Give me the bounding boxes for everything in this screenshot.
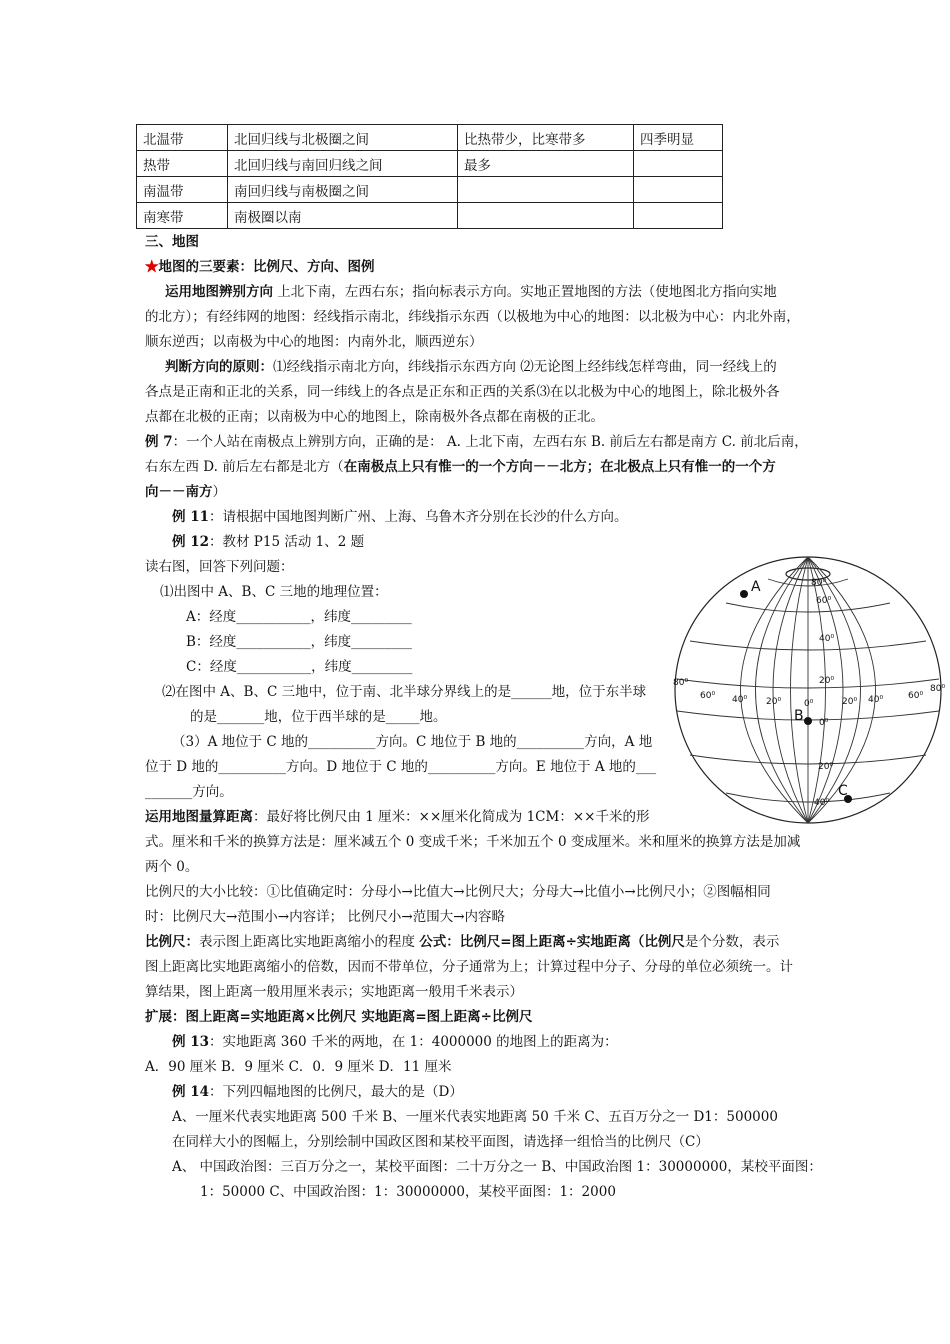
direction-line-3: 顺东逆西；以南极为中心的地图：内南外北，顺西逆东） <box>145 334 483 350</box>
example7-line-3 <box>145 480 226 505</box>
question-2-line-1: ⑵在图中 A、B、C 三地中，位于南、北半球分界线上的是______地，位于东半球 <box>162 684 647 700</box>
direction-text: 上北下南，左西右东；指向标表示方向。实地正置地图的方法（使地图北方指向实地 <box>277 284 777 300</box>
question-1: ⑴出图中 A、B、C 三地的地理位置： <box>160 584 388 600</box>
question-1a: A：经度___________，纬度_________ <box>186 609 412 625</box>
principle-line-3: 点都在北极的正南；以南极为中心的地图上，除南极外各点都在南极的正北。 <box>145 409 604 425</box>
compare-line-1: 比例尺的大小比较：①比值确定时：分母小→比值大→比例尺大；分母大→比值小→比例尺小；②图幅相同 <box>145 884 771 900</box>
example14-label: 例 14 <box>172 1084 209 1100</box>
example13-label: 例 13 <box>172 1034 209 1050</box>
example14 <box>172 1080 463 1105</box>
scale-line-2: 图上距离比实地距离缩小的倍数，因而不带单位，分子通常为上；计算过程中分子、分母的单位必须统一。计 <box>145 959 793 975</box>
distance-line-3: 两个 0。 <box>145 859 199 875</box>
scale-text: 表示图上距离比实地距离缩小的程度 <box>199 934 420 950</box>
three-elements-line <box>145 255 375 280</box>
example13 <box>172 1030 618 1055</box>
distance-line-2: 式。厘米和千米的换算方法是：厘米减五个 0 变成千米；千米加五个 0 变成厘米。米和厘米的换算方法是加减 <box>145 834 801 850</box>
example13-text: ：实地距离 360 千米的两地，在 1：4000000 的地图上的距离为： <box>209 1034 618 1050</box>
example14-question-2: 在同样大小的图幅上，分别绘制中国政区图和某校平面图，请选择一组恰当的比例尺（C） <box>172 1134 709 1150</box>
table-row <box>137 177 723 203</box>
star-icon: ★ <box>145 259 159 275</box>
example7-answer: 在南极点上只有惟一的一个方向－－北方；在北极点上只有惟一的一个方 <box>343 459 776 475</box>
example12 <box>172 530 364 555</box>
table-cell <box>458 203 634 229</box>
meridians <box>741 557 876 823</box>
table-cell: 南极圈以南 <box>228 203 458 229</box>
direction-line-1 <box>165 280 777 305</box>
example12-label: 例 12 <box>172 534 209 550</box>
table-row <box>137 125 723 151</box>
scale-text: 是个分数，表示 <box>684 934 780 950</box>
example7-answer: 向－－南方 <box>145 484 213 500</box>
lat-label-60n: 60⁰ <box>816 596 832 606</box>
lat-label-80n: 80⁰ <box>811 578 827 588</box>
point-c-label: C <box>838 783 848 799</box>
distance-line-1 <box>145 805 649 830</box>
example7-label: 例 7 <box>145 434 173 450</box>
point-a-marker <box>740 590 748 598</box>
example14-question-2-line-1: A、 中国政治图：三百万分之一，某校平面图：二十万分之一 B、中国政治图 1：30000000，某校平面图： <box>172 1159 822 1175</box>
example11-label: 例 11 <box>172 509 209 525</box>
lat-label-20n: 20⁰ <box>819 676 835 686</box>
lon-label-60e: 60⁰ <box>908 691 924 701</box>
scale-line-3: 算结果，图上距离一般用厘米表示；实地距离一般用千米表示） <box>145 984 523 1000</box>
lon-label-40w: 40⁰ <box>732 695 748 705</box>
climate-zone-table <box>136 124 723 229</box>
lon-label-80e: 80⁰ <box>930 684 946 694</box>
globe-graticule <box>668 555 948 825</box>
example7-line-1 <box>145 430 808 455</box>
principle-line-2: 各点是正南和正北的关系，同一纬线上的各点是正东和正西的关系⑶在以北极为中心的地图上，除北极外各 <box>145 384 780 400</box>
question-1c: C：经度___________，纬度_________ <box>186 659 413 675</box>
extension-line: 扩展：图上距离=实地距离×比例尺 实地距离=图上距离÷比例尺 <box>145 1009 533 1025</box>
scale-formula: 公式：比例尺=图上距离÷实地距离（比例尺 <box>419 934 685 950</box>
question-1b: B：经度___________，纬度_________ <box>186 634 412 650</box>
lon-label-20e: 20⁰ <box>842 697 858 707</box>
lat-label-40s: 40⁰ <box>814 798 830 808</box>
table-row <box>137 151 723 177</box>
lat-label-20s: 20⁰ <box>818 762 834 772</box>
table-cell: 比热带少，比寒带多 <box>458 125 634 151</box>
point-b-marker <box>804 717 812 725</box>
example12-text: ：教材 P15 活动 1、2 题 <box>209 534 365 550</box>
example11 <box>172 505 628 530</box>
example7-line-2 <box>145 455 776 480</box>
table-cell <box>634 151 723 177</box>
example7-text: 右东左西 D. 前后左右都是北方（ <box>145 459 344 475</box>
table-cell: 北回归线与南回归线之间 <box>228 151 458 177</box>
table-row <box>137 203 723 229</box>
question-3-line-2: 位于 D 地的__________方向。D 地位于 C 地的__________方向。E 地位于 A 地的___ <box>145 759 657 775</box>
distance-text: ：最好将比例尺由 1 厘米：××厘米化简成为 1CM：××千米的形 <box>253 809 650 825</box>
compare-line-2: 时：比例尺大→范围小→内容详； 比例尺小→范围大→内容略 <box>145 909 506 925</box>
table-cell: 北温带 <box>137 125 228 151</box>
question-3-line-3: _______方向。 <box>145 784 233 800</box>
questions-intro: 读右图，回答下列问题： <box>145 559 294 575</box>
question-3-line-1: （3）A 地位于 C 地的__________方向。C 地位于 B 地的__________方向，A 地 <box>172 734 653 750</box>
principle-line-1 <box>165 355 777 380</box>
lon-label-60w: 60⁰ <box>700 691 716 701</box>
example13-options: A．90 厘米 B．9 厘米 C．0．9 厘米 D．11 厘米 <box>145 1059 452 1075</box>
example14-text: ：下列四幅地图的比例尺，最大的是（D） <box>209 1084 463 1100</box>
lon-label-40e: 40⁰ <box>868 695 884 705</box>
table-cell: 南温带 <box>137 177 228 203</box>
scale-heading: 比例尺： <box>145 934 199 950</box>
three-elements-text: 地图的三要素：比例尺、方向、图例 <box>158 259 375 275</box>
table-cell <box>634 203 723 229</box>
scale-line-1 <box>145 930 779 955</box>
question-2-line-2: 的是_______地，位于西半球的是_____地。 <box>190 709 447 725</box>
direction-line-2: 的北方）；有经纬网的地图：经线指示南北，纬线指示东西（以极地为中心的地图：以北极为中心：内北外南， <box>145 309 800 325</box>
example7-text: ：一个人站在南极点上辨别方向，正确的是： A. 上北下南，左西右东 B. 前后左右都是南方 C. 前北后南， <box>172 434 808 450</box>
table-cell: 北回归线与北极圈之间 <box>228 125 458 151</box>
example14-question-2-line-2: 1：50000 C、中国政治图：1：30000000，某校平面图：1：2000 <box>200 1184 616 1200</box>
lat-label-0: 0⁰ <box>819 718 829 728</box>
section-title: 三、地图 <box>145 234 199 250</box>
principle-heading: 判断方向的原则： <box>165 359 273 375</box>
table-cell: 热带 <box>137 151 228 177</box>
table-cell: 南寒带 <box>137 203 228 229</box>
lon-label-20w: 20⁰ <box>766 697 782 707</box>
table-cell: 最多 <box>458 151 634 177</box>
example11-text: ：请根据中国地图判断广州、上海、乌鲁木齐分别在长沙的什么方向。 <box>209 509 628 525</box>
point-b-label: B <box>794 708 804 724</box>
lon-label-80w: 80⁰ <box>673 678 689 688</box>
distance-heading: 运用地图量算距离 <box>145 809 253 825</box>
example14-options: A、一厘米代表实地距离 500 千米 B、一厘米代表实地距离 50 千米 C、五百万分之一 D1：500000 <box>172 1109 778 1125</box>
table-cell <box>458 177 634 203</box>
direction-heading: 运用地图辨别方向 <box>165 284 273 300</box>
point-a-label: A <box>751 579 761 595</box>
lon-label-0: 0⁰ <box>804 699 814 709</box>
example7-text: ） <box>212 484 226 500</box>
principle-text: ⑴经线指示南北方向，纬线指示东西方向 ⑵无论图上经纬线怎样弯曲，同一经线上的 <box>273 359 777 375</box>
lat-label-40n: 40⁰ <box>819 634 835 644</box>
table-cell: 南回归线与南极圈之间 <box>228 177 458 203</box>
table-cell <box>634 177 723 203</box>
table-cell: 四季明显 <box>634 125 723 151</box>
